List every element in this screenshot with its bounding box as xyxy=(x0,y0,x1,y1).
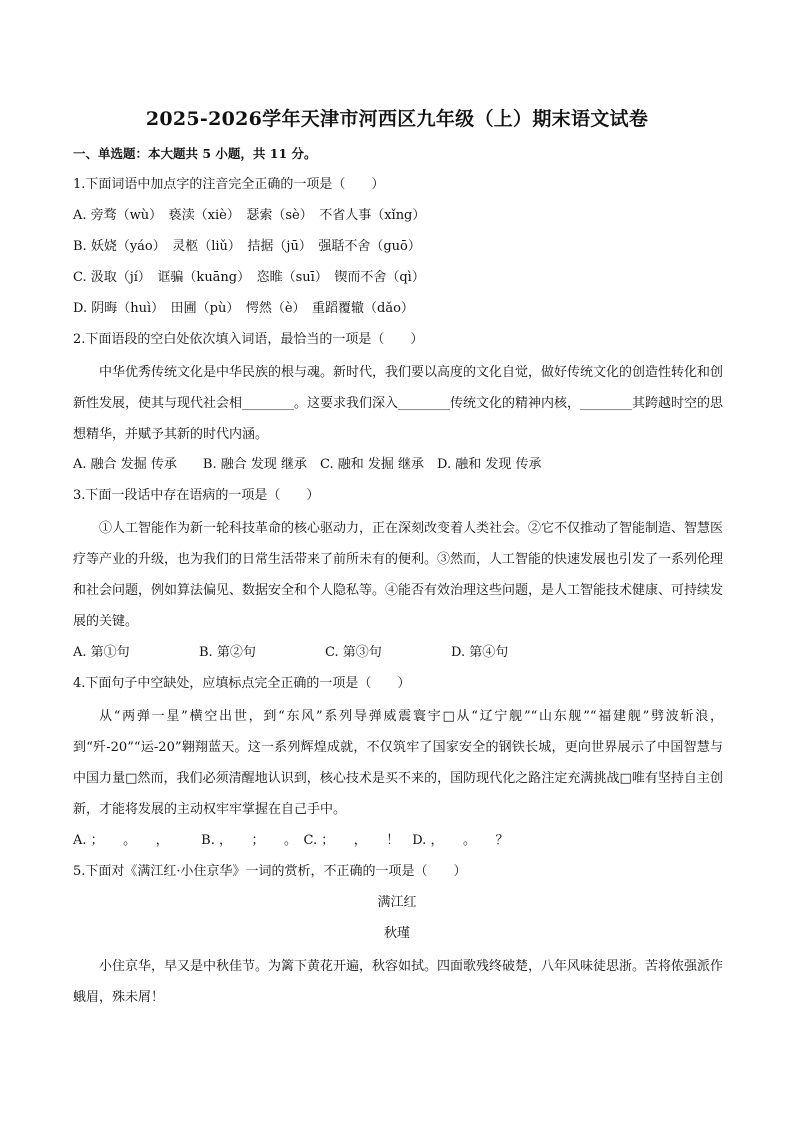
question-2-stem: 2.下面语段的空白处依次填入词语，最恰当的一项是（ ） xyxy=(73,332,424,347)
question-2-options: A. 融合 发掘 传承 B. 融合 发现 继承 C. 融和 发掘 继承 D. 融和 发现 传承 xyxy=(73,457,542,472)
question-3-stem: 3.下面一段话中存在语病的一项是（ ） xyxy=(73,488,320,503)
question-1-option-a: A. 旁骛（wù） 亵渎（xiè） 瑟索（sè） 不省人事（xǐng） xyxy=(73,208,426,223)
question-3-passage: ①人工智能作为新一轮科技革命的核心驱动力，正在深刻改变着人类社会。②它不仅推动了智能制造、智慧医疗等产业的升级，也为我们的日常生活带来了前所未有的便利。③然而，人工智能的快速发展也引发了一系列伦理和社会问题，例如算法偏见、数据安全和个人隐私等。④能否有效治理这些问题，是人工智能技术健康、可持续发展的关键。 xyxy=(73,521,724,629)
exam-title: 2025-2026学年天津市河西区九年级（上）期末语文试卷 xyxy=(145,108,649,130)
question-4-stem: 4.下面句子中空缺处，应填标点完全正确的一项是（ ） xyxy=(73,676,411,691)
question-1-option-b: B. 妖娆（yáo） 灵柩（liǔ） 拮据（jū） 强聒不舍（guō） xyxy=(73,239,421,254)
question-5-stem: 5.下面对《满江红·小住京华》一词的赏析，不正确的一项是（ ） xyxy=(73,864,467,879)
question-1-option-d: D. 阴晦（huì） 田圃（pù） 愕然（è） 重蹈覆辙（dǎo） xyxy=(73,301,414,316)
question-1-stem: 1.下面词语中加点字的注音完全正确的一项是（ ） xyxy=(73,177,385,192)
poem-author: 秋瑾 xyxy=(383,926,410,941)
question-3-option-d: D. 第④句 xyxy=(451,645,509,660)
poem-text: 小住京华，早又是中秋佳节。为篱下黄花开遍，秋容如拭。四面歌残终破楚，八年风味徒思浙。苦将侬强派作蛾眉，殊未屑！ xyxy=(73,959,724,1005)
poem-title: 满江红 xyxy=(377,895,417,910)
question-3-option-a: A. 第①句 xyxy=(73,645,130,660)
question-2-passage: 中华优秀传统文化是中华民族的根与魂。新时代，我们要以高度的文化自觉，做好传统文化的创造性转化和创新性发展，使其与现代社会相________。这要求我们深入________传统文化的精神内核，________其跨越时空的思想精华，并赋予其新的时代内涵。 xyxy=(73,365,724,442)
question-3-option-c: C. 第③句 xyxy=(325,645,382,660)
question-3-options xyxy=(73,643,508,663)
question-1-option-c: C. 汲取（jí） 诓骗（kuāng） 恣睢（suī） 锲而不舍（qì） xyxy=(73,270,425,285)
question-4-options: A. ； 。 ， B. ， ； 。 C. ； ， ！ D. ， 。 ？ xyxy=(73,833,509,848)
section-heading: 一、单选题：本大题共 5 小题，共 11 分。 xyxy=(73,146,317,161)
question-3-option-b: B. 第②句 xyxy=(199,645,256,660)
question-4-passage: 从“两弹一星”横空出世，到“东风”系列导弹威震寰宇□从“辽宁舰”“山东舰”“福建舰”劈波斩浪，到“歼-20”“运-20”翱翔蓝天。这一系列辉煌成就，不仅筑牢了国家安全的钢铁长城，更向世界展示了中国智慧与中国力量□然而，我们必须清醒地认识到，核心技术是买不来的，国防现代化之路注定充满挑战□唯有坚持自主创新，才能将发展的主动权牢牢掌握在自己手中。 xyxy=(73,709,723,817)
